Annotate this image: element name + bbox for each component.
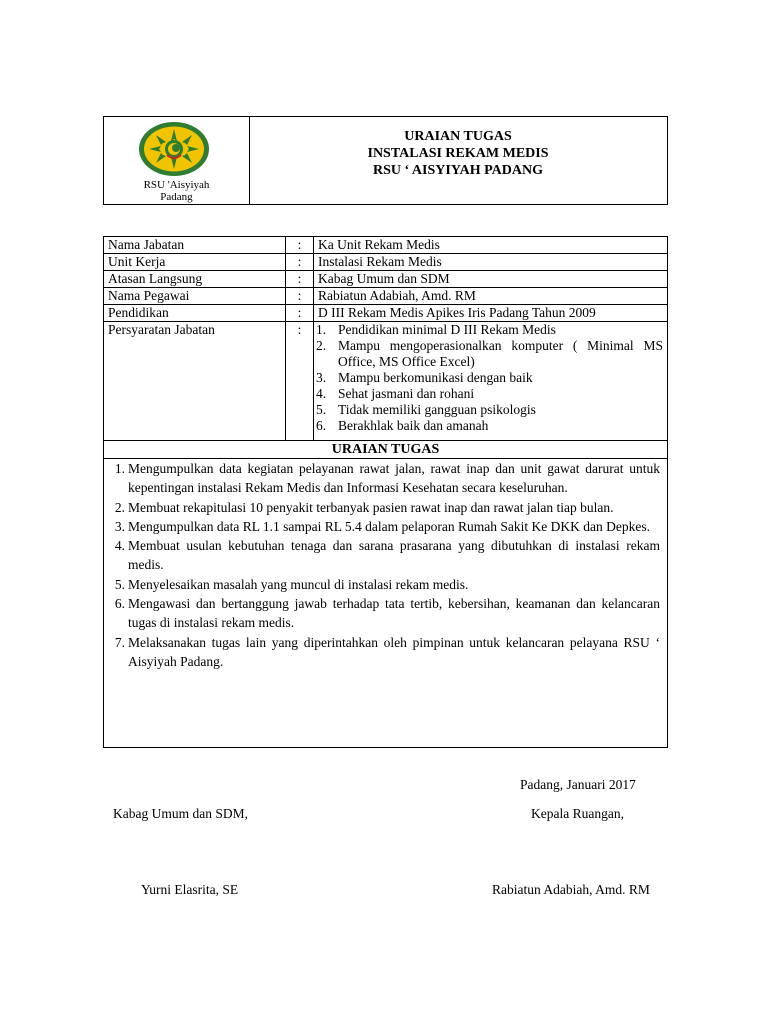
list-item xyxy=(314,386,663,402)
list-item-text: Mengawasi dan bertanggung jawab terhadap tata tertib, kebersihan, keamanan dan kelancaran tugas di instalasi rekam medis. xyxy=(128,596,660,631)
list-item-text: Sehat jasmani dan rohani xyxy=(338,386,475,401)
info-colon: : xyxy=(286,271,314,288)
signer-right-title: Kepala Ruangan, xyxy=(531,806,624,821)
info-colon: : xyxy=(286,254,314,271)
info-row xyxy=(104,254,668,271)
list-item-text: Pendidikan minimal D III Rekam Medis xyxy=(338,322,556,337)
list-item-text: Mengumpulkan data RL 1.1 sampai RL 5.4 dalam pelaporan Rumah Sakit Ke DKK dan Depkes. xyxy=(128,518,651,534)
info-value: Ka Unit Rekam Medis xyxy=(314,237,668,254)
logo-caption-name: RSU 'Aisyiyah xyxy=(143,179,210,191)
document-subtitle-hospital: RSU ‘ AISYIYAH PADANG xyxy=(373,163,543,178)
list-item-number: 3. xyxy=(316,370,327,385)
list-item-text: Melaksanakan tugas lain yang diperintahkan oleh pimpinan untuk kelancaran pelayana RSU ‘ Aisyiyah Padang. xyxy=(128,634,660,669)
list-item-number: 4. xyxy=(316,386,327,401)
list-item-text: Mampu berkomunikasi dengan baik xyxy=(338,370,533,385)
info-row xyxy=(104,271,668,288)
signer-left-name: Yurni Elasrita, SE xyxy=(141,882,239,897)
requirements-cell xyxy=(314,322,668,441)
list-item-number: 4. xyxy=(114,538,125,554)
document-title: URAIAN TUGAS xyxy=(404,129,512,144)
requirements-label: Persyaratan Jabatan xyxy=(104,322,286,441)
list-item-text: Membuat rekapitulasi 10 penyakit terbanyak pasien rawat inap dan rawat jalan tiap bulan. xyxy=(128,499,614,515)
task-list xyxy=(104,459,667,671)
job-info-table xyxy=(103,236,668,441)
hospital-logo-icon xyxy=(137,121,211,179)
info-label: Atasan Langsung xyxy=(104,271,286,288)
requirements-list xyxy=(314,322,663,434)
info-row xyxy=(104,237,668,254)
list-item xyxy=(104,575,667,594)
place-date: Padang, Januari 2017 xyxy=(520,777,636,792)
info-colon: : xyxy=(286,237,314,254)
list-item xyxy=(314,402,663,418)
info-label: Nama Pegawai xyxy=(104,288,286,305)
list-item-number: 1. xyxy=(316,322,327,337)
list-item xyxy=(104,517,667,536)
info-value: Instalasi Rekam Medis xyxy=(314,254,668,271)
info-value: Kabag Umum dan SDM xyxy=(314,271,668,288)
signer-left-title: Kabag Umum dan SDM, xyxy=(113,806,248,821)
list-item xyxy=(104,536,667,575)
list-item-text: Tidak memiliki gangguan psikologis xyxy=(338,402,536,417)
tasks-section xyxy=(103,440,668,748)
list-item xyxy=(314,418,663,434)
info-colon: : xyxy=(286,305,314,322)
requirements-row xyxy=(104,322,668,441)
info-row xyxy=(104,305,668,322)
list-item-text: Menyelesaikan masalah yang muncul di instalasi rekam medis. xyxy=(128,576,469,592)
info-colon: : xyxy=(286,288,314,305)
list-item-number: 5. xyxy=(114,576,125,592)
list-item-text: Mengumpulkan data kegiatan pelayanan rawat jalan, rawat inap dan unit gawat darurat untuk kepentingan instalasi Rekam Medis dan Informasi Kesehatan secara keseluruhan. xyxy=(128,461,660,496)
list-item-number: 5. xyxy=(316,402,327,417)
list-item xyxy=(314,322,663,338)
info-colon: : xyxy=(286,322,314,441)
list-item xyxy=(314,338,663,370)
tasks-heading: URAIAN TUGAS xyxy=(104,441,667,459)
list-item-number: 3. xyxy=(114,518,125,534)
list-item-text: Mampu mengoperasionalkan komputer ( Minimal MS Office, MS Office Excel) xyxy=(338,338,663,369)
info-label: Nama Jabatan xyxy=(104,237,286,254)
list-item-number: 2. xyxy=(114,499,125,515)
logo-cell xyxy=(104,117,250,204)
info-value: Rabiatun Adabiah, Amd. RM xyxy=(314,288,668,305)
list-item-number: 1. xyxy=(114,461,125,476)
list-item xyxy=(104,594,667,633)
list-item xyxy=(104,633,667,672)
list-item-text: Berakhlak baik dan amanah xyxy=(338,418,489,433)
list-item-text: Membuat usulan kebutuhan tenaga dan sarana prasarana yang dibutuhkan di instalasi rekam medis. xyxy=(128,538,660,573)
info-row xyxy=(104,288,668,305)
list-item xyxy=(104,498,667,517)
document-header xyxy=(103,116,668,205)
list-item xyxy=(104,459,667,498)
list-item-number: 6. xyxy=(114,596,125,612)
info-label: Pendidikan xyxy=(104,305,286,322)
document-subtitle-unit: INSTALASI REKAM MEDIS xyxy=(367,146,549,161)
list-item-number: 7. xyxy=(114,634,125,650)
info-value: D III Rekam Medis Apikes Iris Padang Tahun 2009 xyxy=(314,305,668,322)
info-label: Unit Kerja xyxy=(104,254,286,271)
signer-right-name: Rabiatun Adabiah, Amd. RM xyxy=(492,882,650,897)
list-item xyxy=(314,370,663,386)
list-item-number: 6. xyxy=(316,418,327,433)
logo-caption-city: Padang xyxy=(160,191,193,203)
list-item-number: 2. xyxy=(316,338,327,353)
